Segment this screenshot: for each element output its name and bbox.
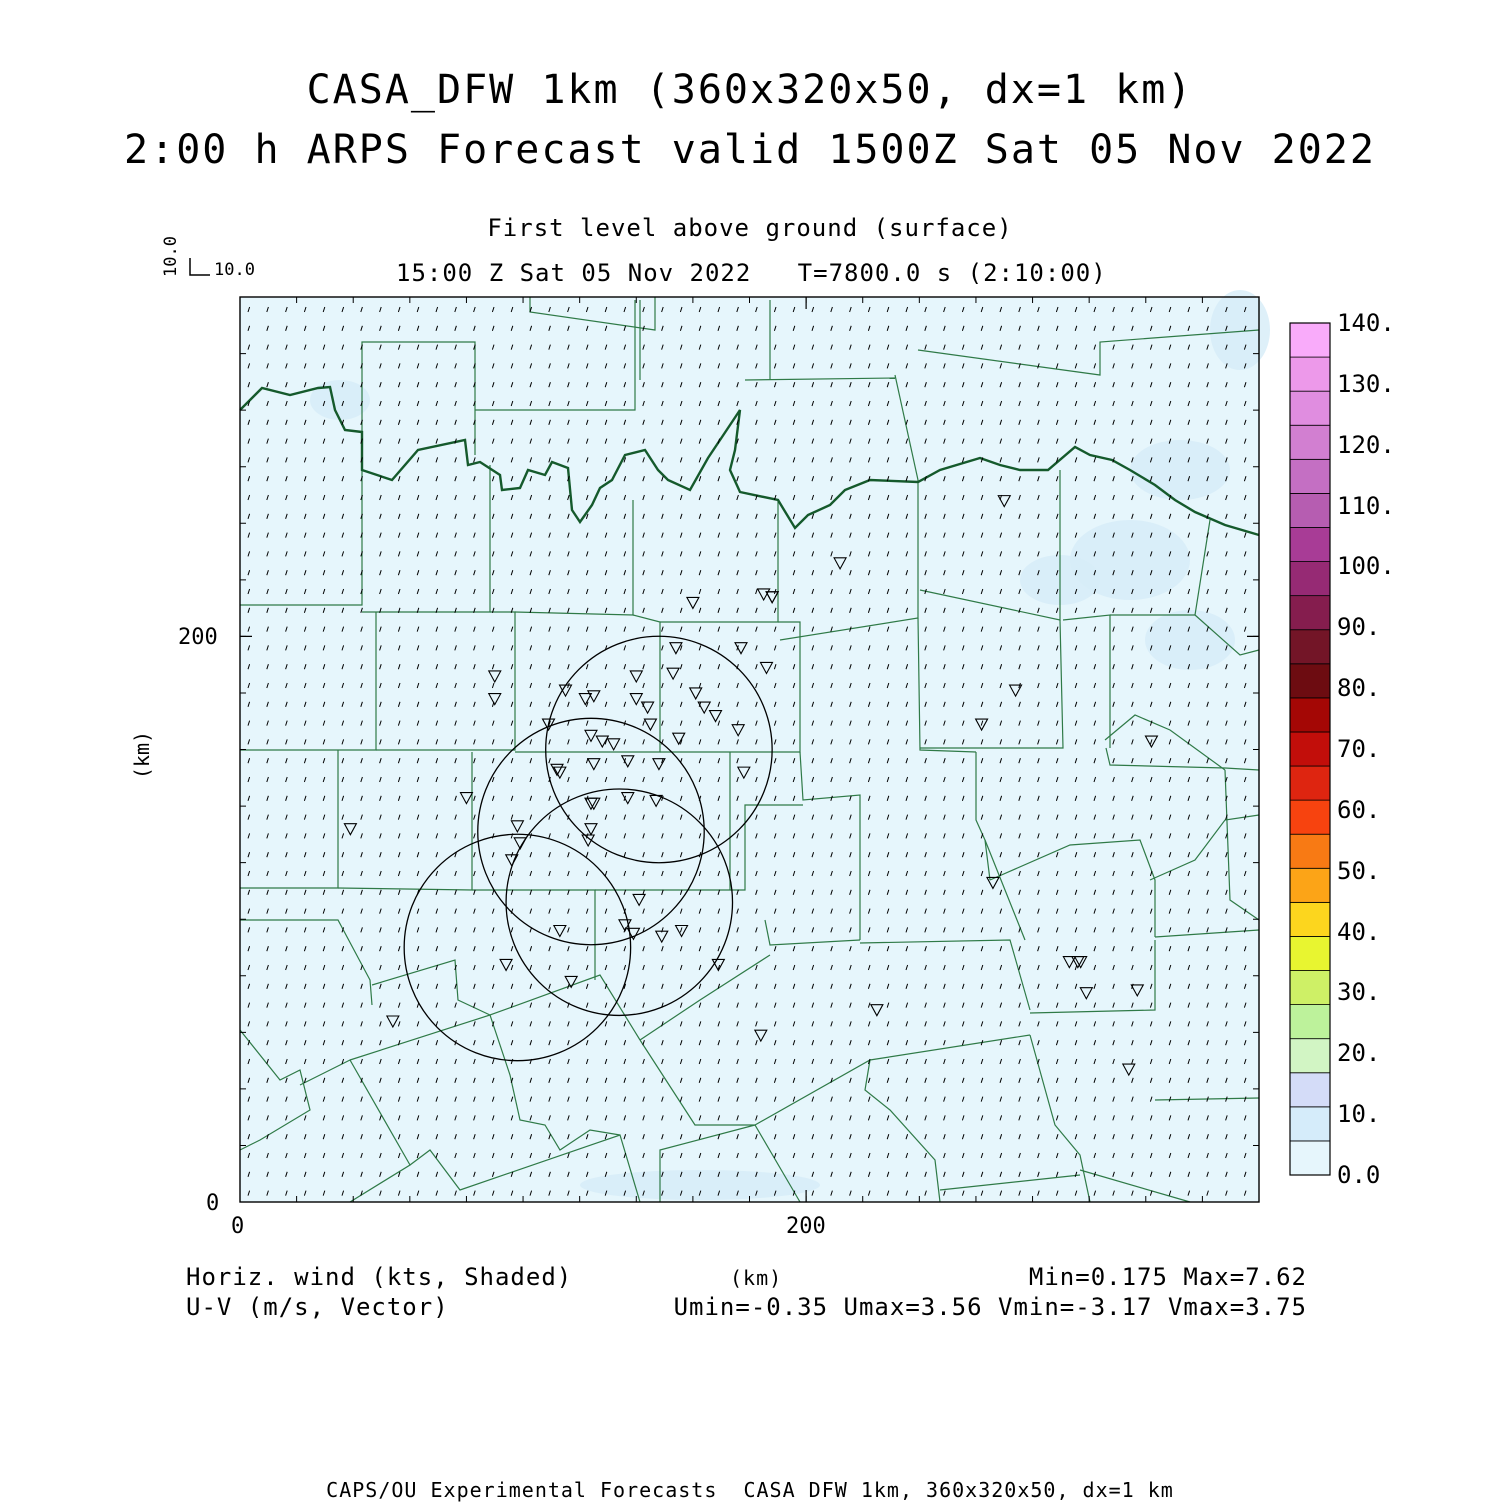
- legend-shaded-field: Horiz. wind (kts, Shaded): [186, 1263, 573, 1291]
- title-line-2: 2:00 h ARPS Forecast valid 1500Z Sat 05 Nov 2022: [124, 127, 1376, 173]
- colorbar-label: 80.: [1337, 674, 1381, 703]
- colorbar-label: 130.: [1337, 369, 1395, 398]
- wind-shade-patch: [1130, 440, 1230, 500]
- y-tick-200: 200: [178, 625, 218, 650]
- y-tick-0: 0: [206, 1191, 220, 1216]
- colorbar-label: 100.: [1337, 552, 1395, 581]
- legend-min-max: Min=0.175 Max=7.62: [1028, 1263, 1307, 1291]
- colorbar-segment: [1290, 630, 1330, 664]
- colorbar-segment: [1290, 834, 1330, 868]
- legend-vector-field: U-V (m/s, Vector): [186, 1293, 449, 1321]
- x-tick-0: 0: [231, 1214, 245, 1239]
- colorbar-label: 20.: [1337, 1039, 1381, 1068]
- colorbar-segment: [1290, 971, 1330, 1005]
- colorbar-segment: [1290, 902, 1330, 936]
- wind-shade-patch: [1210, 290, 1270, 370]
- footer-credit: CAPS/OU Experimental Forecasts CASA DFW 1km, 360x320x50, dx=1 km: [326, 1478, 1174, 1502]
- colorbar-label: 120.: [1337, 430, 1395, 459]
- reference-vector-v-label: 10.0: [161, 236, 181, 277]
- colorbar-label: 40.: [1337, 917, 1381, 946]
- colorbar-segment: [1290, 800, 1330, 834]
- colorbar-label: 30.: [1337, 978, 1381, 1007]
- colorbar-segment: [1290, 493, 1330, 527]
- colorbar-segment: [1290, 323, 1330, 357]
- colorbar-label: 70.: [1337, 735, 1381, 763]
- colorbar-segment: [1290, 1073, 1330, 1107]
- colorbar-segment: [1290, 766, 1330, 800]
- reference-vector-u-label: 10.0: [214, 260, 255, 280]
- wind-shade-patch: [1145, 610, 1235, 670]
- colorbar-segment: [1290, 868, 1330, 902]
- colorbar-segment: [1290, 562, 1330, 596]
- colorbar-segment: [1290, 1039, 1330, 1073]
- x-tick-200: 200: [786, 1214, 826, 1239]
- colorbar-segment: [1290, 1141, 1330, 1175]
- colorbar-label: 10.: [1337, 1100, 1381, 1129]
- y-axis-unit: (km): [130, 730, 155, 780]
- subtitle-level: First level above ground (surface): [487, 214, 1013, 242]
- colorbar-segment: [1290, 732, 1330, 766]
- legend-uv-extremes: Umin=-0.35 Umax=3.56 Vmin=-3.17 Vmax=3.75: [673, 1293, 1307, 1321]
- reference-vector: [190, 258, 210, 275]
- colorbar-segment: [1290, 357, 1330, 391]
- colorbar-label: 140.: [1337, 309, 1395, 337]
- colorbar-label: 50.: [1337, 856, 1381, 885]
- colorbar-segment: [1290, 664, 1330, 698]
- colorbar-segment: [1290, 527, 1330, 561]
- colorbar-segment: [1290, 391, 1330, 425]
- colorbar-label: 0.0: [1337, 1161, 1381, 1189]
- title-line-1: CASA_DFW 1km (360x320x50, dx=1 km): [306, 67, 1194, 113]
- subtitle-time: 15:00 Z Sat 05 Nov 2022 T=7800.0 s (2:10:00): [396, 259, 1107, 287]
- colorbar-segment: [1290, 1107, 1330, 1141]
- colorbar-segment: [1290, 936, 1330, 970]
- colorbar-segment: [1290, 1005, 1330, 1039]
- colorbar-segment: [1290, 425, 1330, 459]
- colorbar-label: 90.: [1337, 613, 1381, 642]
- x-axis-unit: (km): [730, 1266, 783, 1290]
- colorbar-segment: [1290, 596, 1330, 630]
- colorbar-label: 60.: [1337, 795, 1381, 824]
- colorbar-label: 110.: [1337, 491, 1395, 520]
- colorbar-segment: [1290, 459, 1330, 493]
- colorbar-segment: [1290, 698, 1330, 732]
